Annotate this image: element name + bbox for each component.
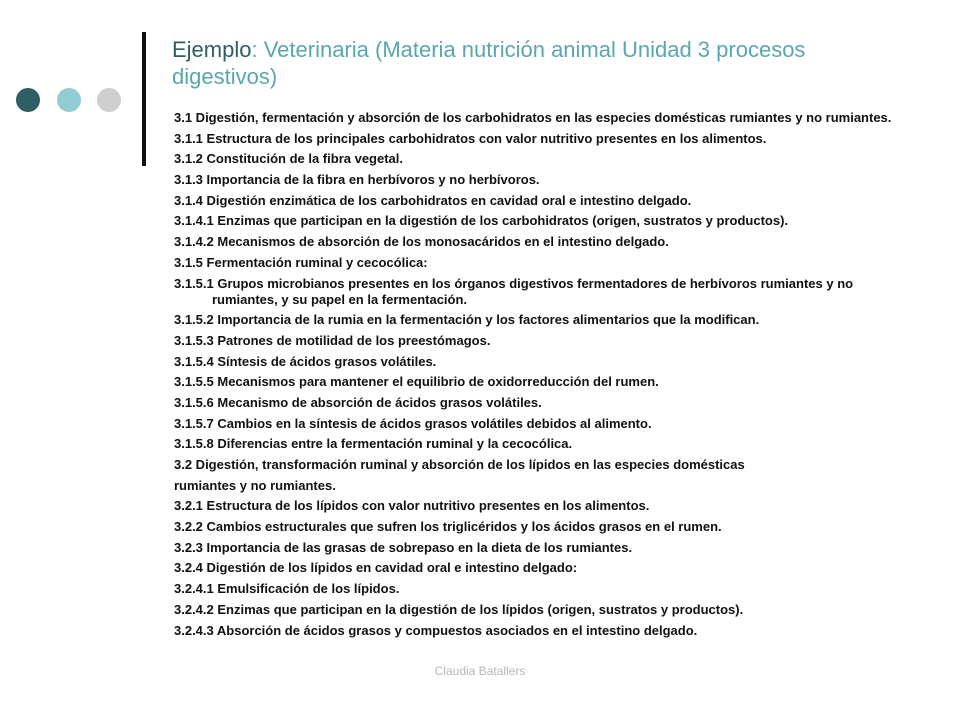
decorative-dot-dark [16, 88, 40, 112]
topic-item: 3.1.5.5 Mecanismos para mantener el equilibrio de oxidorreducción del rumen. [174, 374, 659, 390]
slide-title-rest: : Veterinaria (Materia nutrición animal Unidad 3 procesos digestivos) [172, 37, 806, 89]
topic-item: 3.1 Digestión, fermentación y absorción de los carbohidratos en las especies domésticas rumiantes y no rumiantes. [174, 110, 892, 125]
topic-item: 3.2.4.1 Emulsificación de los lípidos. [174, 581, 400, 597]
topic-item: 3.2.3 Importancia de las grasas de sobrepaso en la dieta de los rumiantes. [174, 539, 633, 555]
title-divider-bar [142, 32, 146, 166]
topic-list [174, 110, 914, 643]
topic-item: 3.2 Digestión, transformación ruminal y absorción de los lípidos en las especies domésticas [174, 457, 745, 472]
topic-item: 3.1.4.1 Enzimas que participan en la digestión de los carbohidratos (origen, sustratos y productos). [174, 213, 789, 229]
topic-item: 3.1.5.1 Grupos microbianos presentes en los órganos digestivos fermentadores de herbívoros rumiantes y no rumiantes, y su papel en la fermentación. [174, 275, 854, 307]
decorative-dot-gray [97, 88, 121, 112]
topic-item: 3.1.4 Digestión enzimática de los carbohidratos en cavidad oral e intestino delgado. [174, 192, 692, 208]
slide-title-lead: Ejemplo [172, 37, 252, 62]
topic-item: 3.2.1 Estructura de los lípidos con valor nutritivo presentes en los alimentos. [174, 498, 650, 514]
topic-item: rumiantes y no rumiantes. [174, 477, 336, 493]
decorative-dot-light [57, 88, 81, 112]
topic-item: 3.1.3 Importancia de la fibra en herbívoros y no herbívoros. [174, 172, 540, 188]
topic-item: 3.2.4 Digestión de los lípidos en cavidad oral e intestino delgado: [174, 560, 578, 576]
topic-item: 3.2.2 Cambios estructurales que sufren los triglicéridos y los ácidos grasos en el rumen. [174, 519, 722, 535]
topic-item: 3.2.4.2 Enzimas que participan en la digestión de los lípidos (origen, sustratos y productos). [174, 601, 744, 617]
topic-item: 3.1.5 Fermentación ruminal y cecocólica: [174, 254, 428, 270]
topic-item: 3.1.5.2 Importancia de la rumia en la fermentación y los factores alimentarios que la modifican. [174, 312, 760, 328]
topic-item: 3.1.1 Estructura de los principales carbohidratos con valor nutritivo presentes en los alimentos. [174, 130, 767, 146]
slide-title [172, 36, 912, 90]
topic-item: 3.1.5.7 Cambios en la síntesis de ácidos grasos volátiles debidos al alimento. [174, 415, 652, 431]
topic-item: 3.1.2 Constitución de la fibra vegetal. [174, 151, 404, 167]
topic-item: 3.2.4.3 Absorción de ácidos grasos y compuestos asociados en el intestino delgado. [174, 622, 698, 638]
slide-footer-author: Claudia Batallers [434, 664, 526, 678]
topic-item: 3.1.5.4 Síntesis de ácidos grasos volátiles. [174, 353, 437, 369]
topic-item: 3.1.5.3 Patrones de motilidad de los preestómagos. [174, 332, 491, 348]
topic-item: 3.1.4.2 Mecanismos de absorción de los monosacáridos en el intestino delgado. [174, 234, 669, 250]
topic-item: 3.1.5.8 Diferencias entre la fermentación ruminal y la cecocólica. [174, 436, 573, 452]
topic-item: 3.1.5.6 Mecanismo de absorción de ácidos grasos volátiles. [174, 394, 542, 410]
